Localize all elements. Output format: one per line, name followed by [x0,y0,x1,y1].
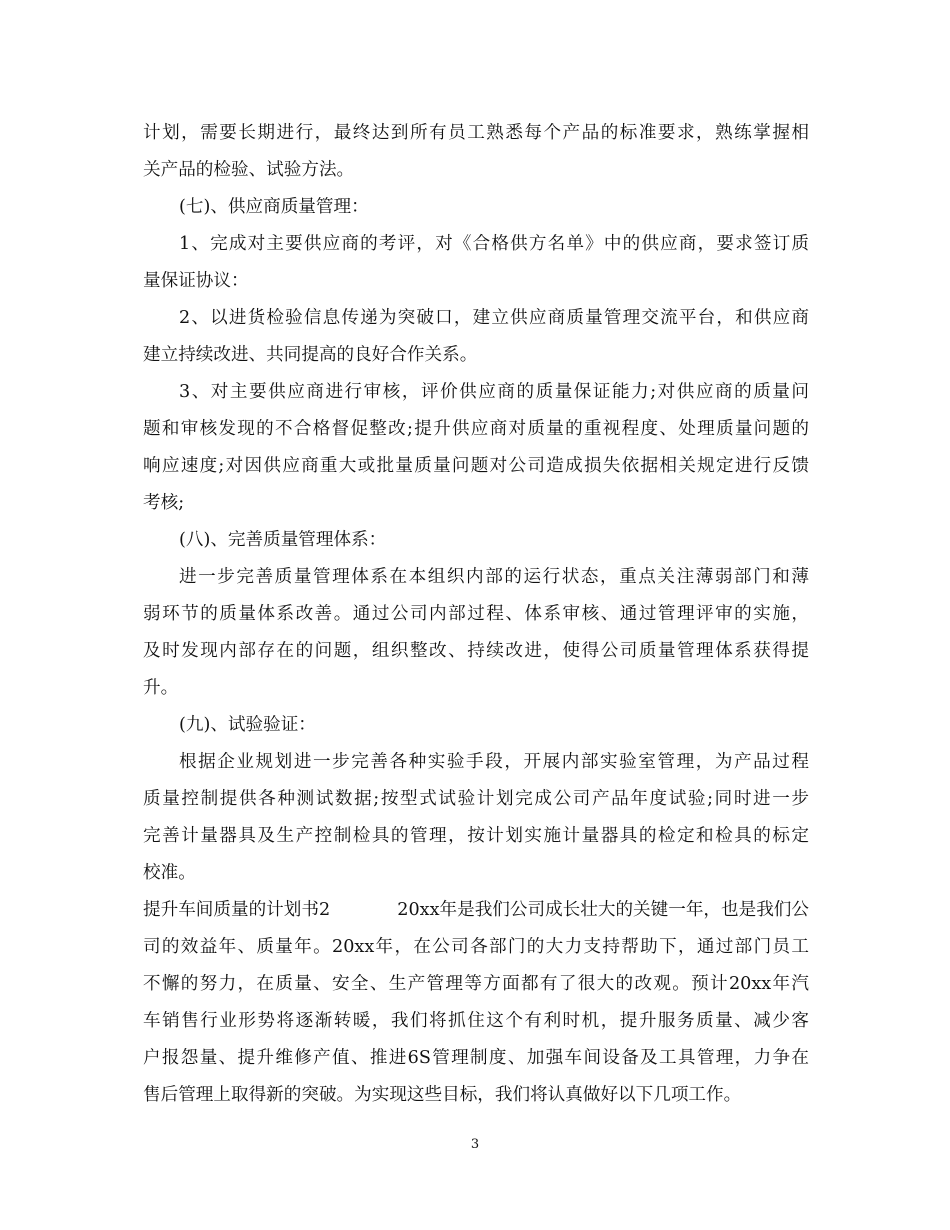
paragraph-line: 校准。 [143,863,196,883]
page-number: 3 [470,1137,480,1152]
paragraph-line: 关产品的检验、试验方法。 [143,160,355,180]
paragraph-line: 不懈的努力，在质量、安全、生产管理等方面都有了很大的改观。预计20xx年汽 [143,974,809,994]
paragraph-line: 质量控制提供各种测试数据;按型式试验计划完成公司产品年度试验;同时进一步 [143,789,809,809]
paragraph-line: 量保证协议： [143,271,249,291]
paragraph-line: 2、以进货检验信息传递为突破口，建立供应商质量管理交流平台，和供应商 [179,308,809,328]
paragraph-line: 完善计量器具及生产控制检具的管理，按计划实施计量器具的检定和检具的标定 [143,826,809,846]
paragraph-line: 司的效益年、质量年。20xx年，在公司各部门的大力支持帮助下，通过部门员工 [143,937,809,957]
paragraph-line: 户报怨量、提升维修产值、推进6S管理制度、加强车间设备及工具管理，力争在 [143,1048,809,1068]
paragraph-line: 弱环节的质量体系改善。通过公司内部过程、体系审核、通过管理评审的实施， [143,604,809,624]
plan-two-lead-text: 20xx年是我们公司成长壮大的关键一年，也是我们公 [397,900,809,920]
paragraph-line: 根据企业规划进一步完善各种实验手段，开展内部实验室管理，为产品过程 [179,752,809,772]
paragraph-line: 1、完成对主要供应商的考评，对《合格供方名单》中的供应商，要求签订质 [179,234,809,254]
paragraph-line: 题和审核发现的不合格督促整改;提升供应商对质量的重视程度、处理质量问题的 [143,419,809,439]
paragraph-line: 升。 [143,678,179,698]
paragraph-line: 考核; [143,493,185,513]
section-heading-eight: (八)、完善质量管理体系： [179,530,387,550]
paragraph-line: 计划，需要长期进行，最终达到所有员工熟悉每个产品的标准要求，熟练掌握相 [143,123,809,143]
paragraph-line: 3、对主要供应商进行审核，评价供应商的质量保证能力;对供应商的质量问 [179,382,809,402]
plan-two-lead-line [143,892,809,929]
paragraph-line: 进一步完善质量管理体系在本组织内部的运行状态，重点关注薄弱部门和薄 [179,567,809,587]
document-body [143,115,809,1114]
paragraph-line: 售后管理上取得新的突破。为实现这些目标，我们将认真做好以下几项工作。 [143,1085,742,1105]
section-heading-seven: (七)、供应商质量管理： [179,197,369,217]
paragraph-line: 建立持续改进、共同提高的良好合作关系。 [143,345,478,365]
paragraph-line: 响应速度;对因供应商重大或批量质量问题对公司造成损失依据相关规定进行反馈 [143,456,809,476]
paragraph-line: 及时发现内部存在的问题，组织整改、持续改进，使得公司质量管理体系获得提 [143,641,809,661]
section-heading-nine: (九)、试验验证： [179,715,316,735]
paragraph-line: 车销售行业形势将逐渐转暖，我们将抓住这个有利时机，提升服务质量、减少客 [143,1011,809,1031]
plan-two-heading: 提升车间质量的计划书2 [143,900,331,920]
